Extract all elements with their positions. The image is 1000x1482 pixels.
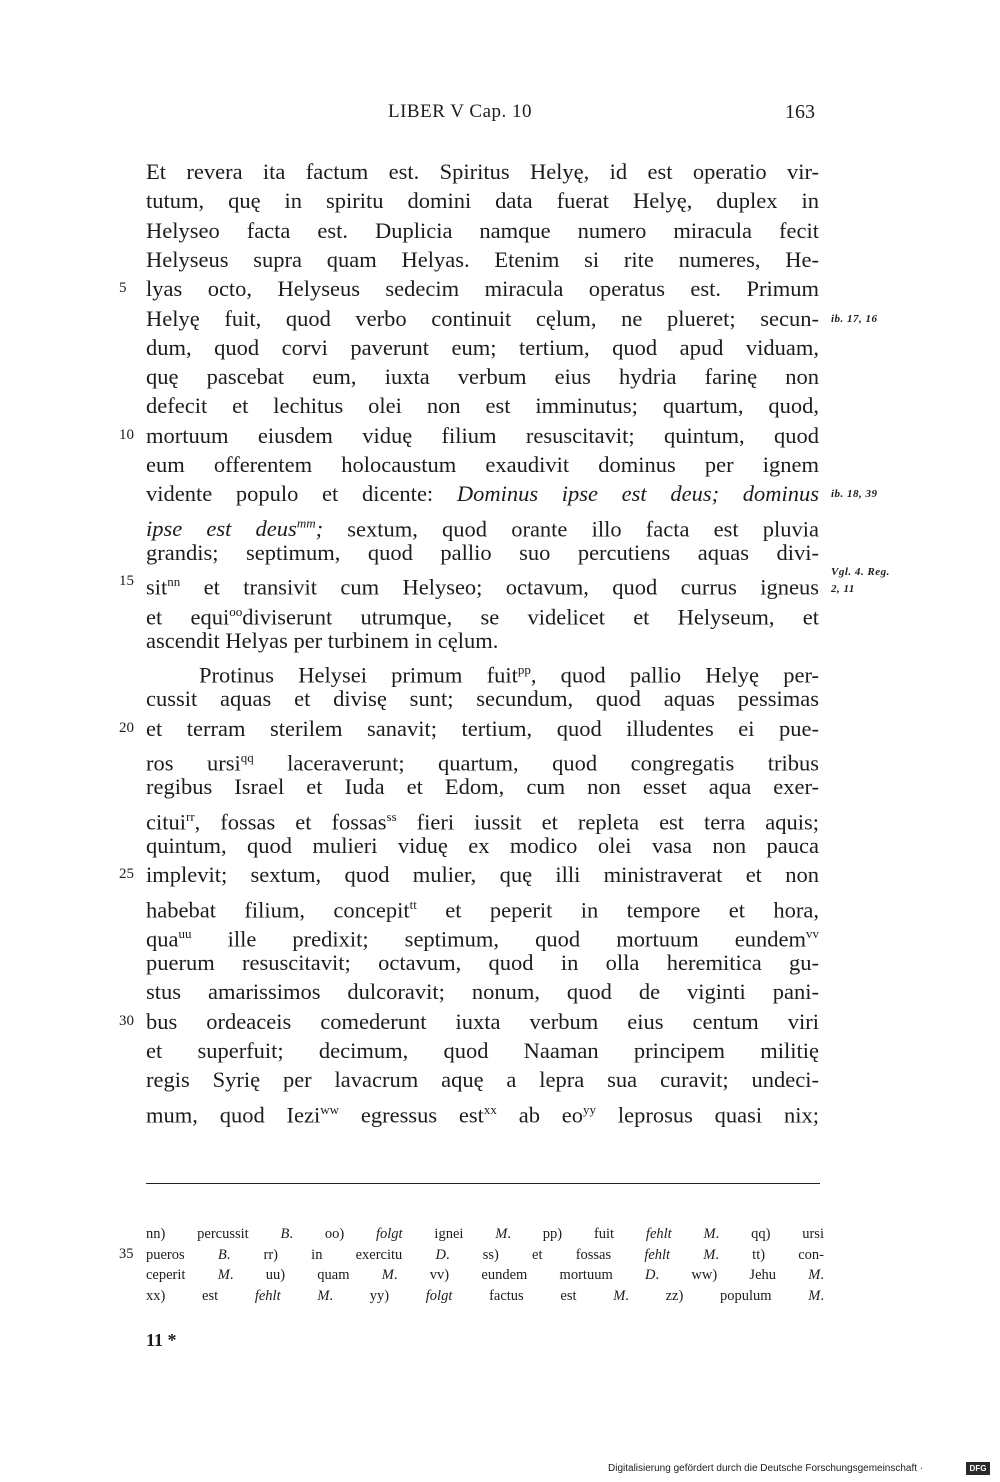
margin-reference: ib. 17, 16 [831,313,878,325]
text-line: bus ordeaceis comederunt iuxta verbum eius centum viri [146,1008,819,1034]
text-line: Et revera ita factum est. Spiritus Helyę, id est operatio vir- [146,159,819,184]
signature-mark: 11 * [146,1330,177,1350]
text-line: vidente populo et dicente: Dominus ipse est deus; dominus [146,481,819,507]
text-line: tutum, quę in spiritu domini data fuerat Helyę, duplex in [146,188,819,214]
text-line: lyas octo, Helyseus sedecim miracula operatus est. Primum [146,276,819,302]
text-line: qua$^{uu}$ ille predixit; septimum, quod mortuum eundem$^{vv}$ [146,925,819,952]
text-line: regis Syrię per lavacrum aquę a lepra sua curavit; undeci- [146,1067,819,1093]
line-number: 5 [119,280,127,297]
text-line: implevit; sextum, quod mulier, quę illi ministraverat et non [146,862,819,888]
text-line: et terram sterilem sanavit; tertium, quod illudentes ei pue- [146,715,819,741]
line-number: 25 [119,866,134,883]
text-line: et equi$^{oo}$diviserunt utrumque, se videlicet et Helyseum, et [146,603,819,629]
running-header-title: LIBER V Cap. 10 [388,101,533,122]
page-number: 163 [785,101,815,123]
text-line: quę pascebat eum, iuxta verbum eius hydria farinę non [146,364,819,390]
footnote-line: pueros B. rr) in exercitu D. ss) et fossas fehlt M. tt) con- [146,1246,824,1263]
footnote-line: xx) est fehlt M. yy) folgt factus est M. zz) populum M. [146,1287,824,1304]
text-line: ipse est deus$^{mm}$; sextum, quod orante illo facta est pluvia [146,515,820,542]
footnote-line: nn) percussit B. oo) folgt ignei M. pp) fuit fehlt M. qq) ursi [146,1226,824,1242]
margin-reference: Vgl. 4. Reg. [831,566,890,578]
text-line: sit$^{nn}$ et transivit cum Helyseo; octavum, quod currus igneus [146,574,819,600]
text-line: Helyseo facta est. Duplicia namque numero miracula fecit [146,217,819,243]
dfg-logo: DFG [966,1462,990,1475]
text-line: mortuum eiusdem viduę filium resuscitavit; quintum, quod [146,422,819,448]
text-line: ascendit Helyas per turbinem in cęlum. [146,627,499,653]
margin-reference: 2, 11 [831,583,855,595]
digitization-credit: Digitalisierung gefördert durch die Deutsche Forschungsgemeinschaft · [608,1463,924,1474]
text-line: et superfuit; decimum, quod Naaman principem militię [146,1038,819,1063]
text-line: citui$^{rr}$, fossas et fossas$^{ss}$ fieri iussit et repleta est terra aquis; [146,808,820,835]
text-line: regibus Israel et Iuda et Edom, cum non esset aqua exer- [146,774,819,800]
text-line: Helyę fuit, quod verbo continuit cęlum, ne plueret; secun- [146,305,819,331]
text-line: habebat filium, concepit$^{tt}$ et peperit in tempore et hora, [146,896,819,922]
text-line: puerum resuscitavit; octavum, quod in olla heremitica gu- [146,950,819,976]
footnote-line-number: 35 [119,1246,134,1262]
line-number: 20 [119,719,134,736]
line-number: 30 [119,1012,134,1029]
text-line: eum offerentem holocaustum exaudivit dominus per ignem [146,452,819,477]
text-line: defecit et lechitus olei non est imminutus; quartum, quod, [146,393,819,419]
footnote-line: ceperit M. uu) quam M. vv) eundem mortuum D. ww) Jehu M. [146,1267,824,1283]
text-line: ros ursi$^{qq}$ laceraverunt; quartum, quod congregatis tribus [146,750,820,776]
text-line: Helyseus supra quam Helyas. Etenim si rite numeres, He- [146,246,819,272]
text-line: mum, quod Iezi$^{ww}$ egressus est$^{xx}$ ab $eo^{yy}$ leprosus quasi nix; [146,1101,819,1128]
text-line: cussit aquas et divisę sunt; secundum, quod aquas pessimas [146,686,819,712]
text-line: dum, quod corvi paverunt eum; tertium, quod apud viduam, [146,334,819,360]
text-line: stus amarissimos dulcoravit; nonum, quod de viginti pani- [146,979,819,1005]
text-line: grandis; septimum, quod pallio suo percutiens aquas divi- [146,539,819,565]
footnote-separator [146,1183,820,1184]
text-line: Protinus Helysei primum fuit$^{pp}$, quod pallio Helyę per- [199,662,819,688]
margin-reference: ib. 18, 39 [831,488,878,500]
line-number: 15 [119,573,134,590]
line-number: 10 [119,426,134,443]
text-line: quintum, quod mulieri viduę ex modico olei vasa non pauca [146,832,819,858]
